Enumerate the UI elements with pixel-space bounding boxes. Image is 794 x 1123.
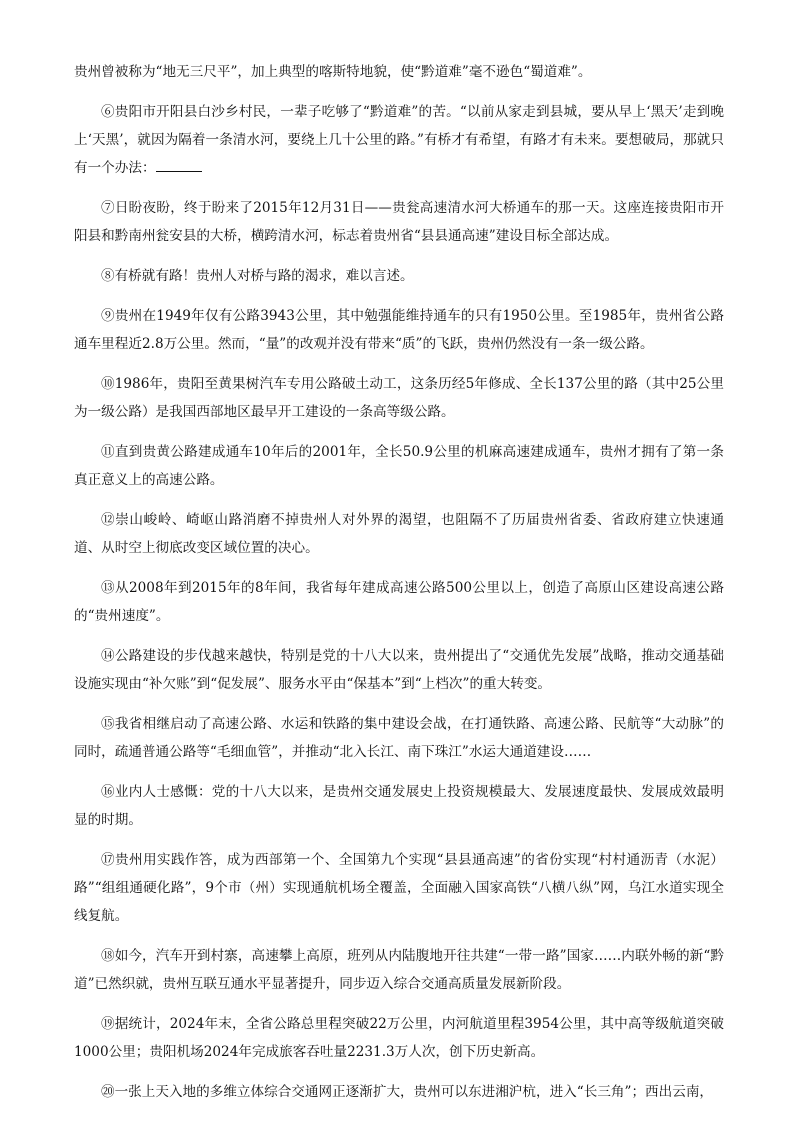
- paragraph-9: [74, 302, 724, 358]
- paragraph-text: 贵州曾被称为“地无三尺平”，加上典型的喀斯特地貌，使“黔道难”毫不逊色“蜀道难”。: [74, 64, 592, 80]
- paragraph-marker: ⑬: [101, 580, 115, 596]
- paragraph-marker: ⑱: [101, 948, 115, 964]
- paragraph-text: 崇山峻岭、崎岖山路消磨不掉贵州人对外界的渴望，也阻隔不了历届贵州省委、省政府建立快速通道、从时空上彻底改变区域位置的决心。: [74, 512, 725, 556]
- paragraph-7: [74, 194, 724, 250]
- paragraph-8: [74, 262, 724, 290]
- paragraph-text: 1986年，贵阳至黄果树汽车专用公路破土动工，这条历经5年修成、全长137公里的路（其中25公里为一级公路）是我国西部地区最早开工建设的一条高等级公路。: [74, 376, 724, 420]
- paragraph-14: [74, 642, 724, 698]
- paragraph-text: 有桥就有路！贵州人对桥与路的渴求，难以言述。: [114, 268, 414, 284]
- article-body: [74, 58, 724, 1118]
- paragraph-text: 一张上天入地的多维立体综合交通网正逐渐扩大，贵州可以东进湘沪杭，进入“长三角”；西出云南，: [114, 1084, 714, 1100]
- paragraph-18: [74, 942, 724, 998]
- paragraph-text: 我省相继启动了高速公路、水运和铁路的集中建设会战，在打通铁路、高速公路、民航等“大动脉”的同时，疏通普通公路等“毛细血管”，并推动“北入长江、南下珠江”水运大通道建设……: [74, 716, 724, 760]
- paragraph-text: 直到贵黄公路建成通车10年后的2001年，全长50.9公里的机麻高速建成通车，贵州才拥有了第一条真正意义上的高速公路。: [74, 444, 724, 488]
- paragraph-text: 据统计，2024年末，全省公路总里程突破22万公里，内河航道里程3954公里，其中高等级航道突破1000公里；贵阳机场2024年完成旅客吞吐量2231.3万人次，创下历史新高。: [74, 1016, 724, 1060]
- paragraph-text: 从2008年到2015年的8年间，我省每年建成高速公路500公里以上，创造了高原山区建设高速公路的“贵州速度”。: [74, 580, 724, 624]
- paragraph-6: [74, 98, 724, 182]
- paragraph-marker: ⑳: [101, 1084, 115, 1100]
- paragraph-text: 公路建设的步伐越来越快，特别是党的十八大以来，贵州提出了“交通优先发展”战略，推动交通基础设施实现由“补欠账”到“促发展”、服务水平由“保基本”到“上档次”的重大转变。: [74, 648, 724, 692]
- paragraph-15: [74, 710, 724, 766]
- paragraph-text: 业内人士感慨：党的十八大以来，是贵州交通发展史上投资规模最大、发展速度最快、发展成效最明显的时期。: [74, 784, 725, 828]
- paragraph-marker: ⑪: [101, 444, 115, 460]
- paragraph-marker: ⑮: [101, 716, 115, 732]
- paragraph-marker: ⑧: [101, 268, 115, 284]
- paragraph-marker: ⑲: [101, 1016, 115, 1032]
- paragraph-marker: ⑭: [101, 648, 115, 664]
- paragraph-17: [74, 846, 724, 930]
- paragraph-marker: ⑯: [101, 784, 115, 800]
- paragraph-marker: ⑦: [101, 200, 115, 216]
- fill-in-blank[interactable]: [156, 157, 202, 172]
- paragraph-marker: ⑥: [101, 104, 115, 120]
- paragraph-marker: ⑫: [101, 512, 116, 528]
- paragraph-intro: [74, 58, 724, 86]
- paragraph-10: [74, 370, 724, 426]
- paragraph-text: 贵州用实践作答，成为西部第一个、全国第九个实现“县县通高速”的省份实现“村村通沥青（水泥）路”“组组通硬化路”，9个市（州）实现通航机场全覆盖，全面融入国家高铁“八横八纵”网，乌江水道实现全线复航。: [74, 852, 725, 924]
- paragraph-12: [74, 506, 724, 562]
- paragraph-marker: ⑨: [101, 308, 115, 324]
- paragraph-text: 日盼夜盼，终于盼来了2015年12月31日——贵瓮高速清水河大桥通车的那一天。这座连接贵阳市开阳县和黔南州瓮安县的大桥，横跨清水河，标志着贵州省“县县通高速”建设目标全部达成。: [74, 200, 725, 244]
- paragraph-11: [74, 438, 724, 494]
- paragraph-19: [74, 1010, 724, 1066]
- paragraph-text: 贵州在1949年仅有公路3943公里，其中勉强能维持通车的只有1950公里。至1985年，贵州省公路通车里程近2.8万公里。然而，“量”的改观并没有带来“质”的飞跃，贵州仍然没有一条一级公路。: [74, 308, 724, 352]
- paragraph-marker: ⑩: [101, 376, 115, 392]
- paragraph-text: 如今，汽车开到村寨，高速攀上高原，班列从内陆腹地开往共建“一带一路”国家……内联外畅的新“黔道”已然织就，贵州互联互通水平显著提升，同步迈入综合交通高质量发展新阶段。: [74, 948, 724, 992]
- paragraph-13: [74, 574, 724, 630]
- paragraph-16: [74, 778, 724, 834]
- paragraph-marker: ⑰: [101, 852, 115, 868]
- paragraph-text: 贵阳市开阳县白沙乡村民，一辈子吃够了“黔道难”的苦。“以前从家走到县城，要从早上‘黑天’走到晚上‘天黑’，就因为隔着一条清水河，要绕上几十公里的路。”有桥才有希望，有路才有未来。要想破局，那就只有一个办法：: [74, 104, 724, 176]
- paragraph-20: [74, 1078, 724, 1106]
